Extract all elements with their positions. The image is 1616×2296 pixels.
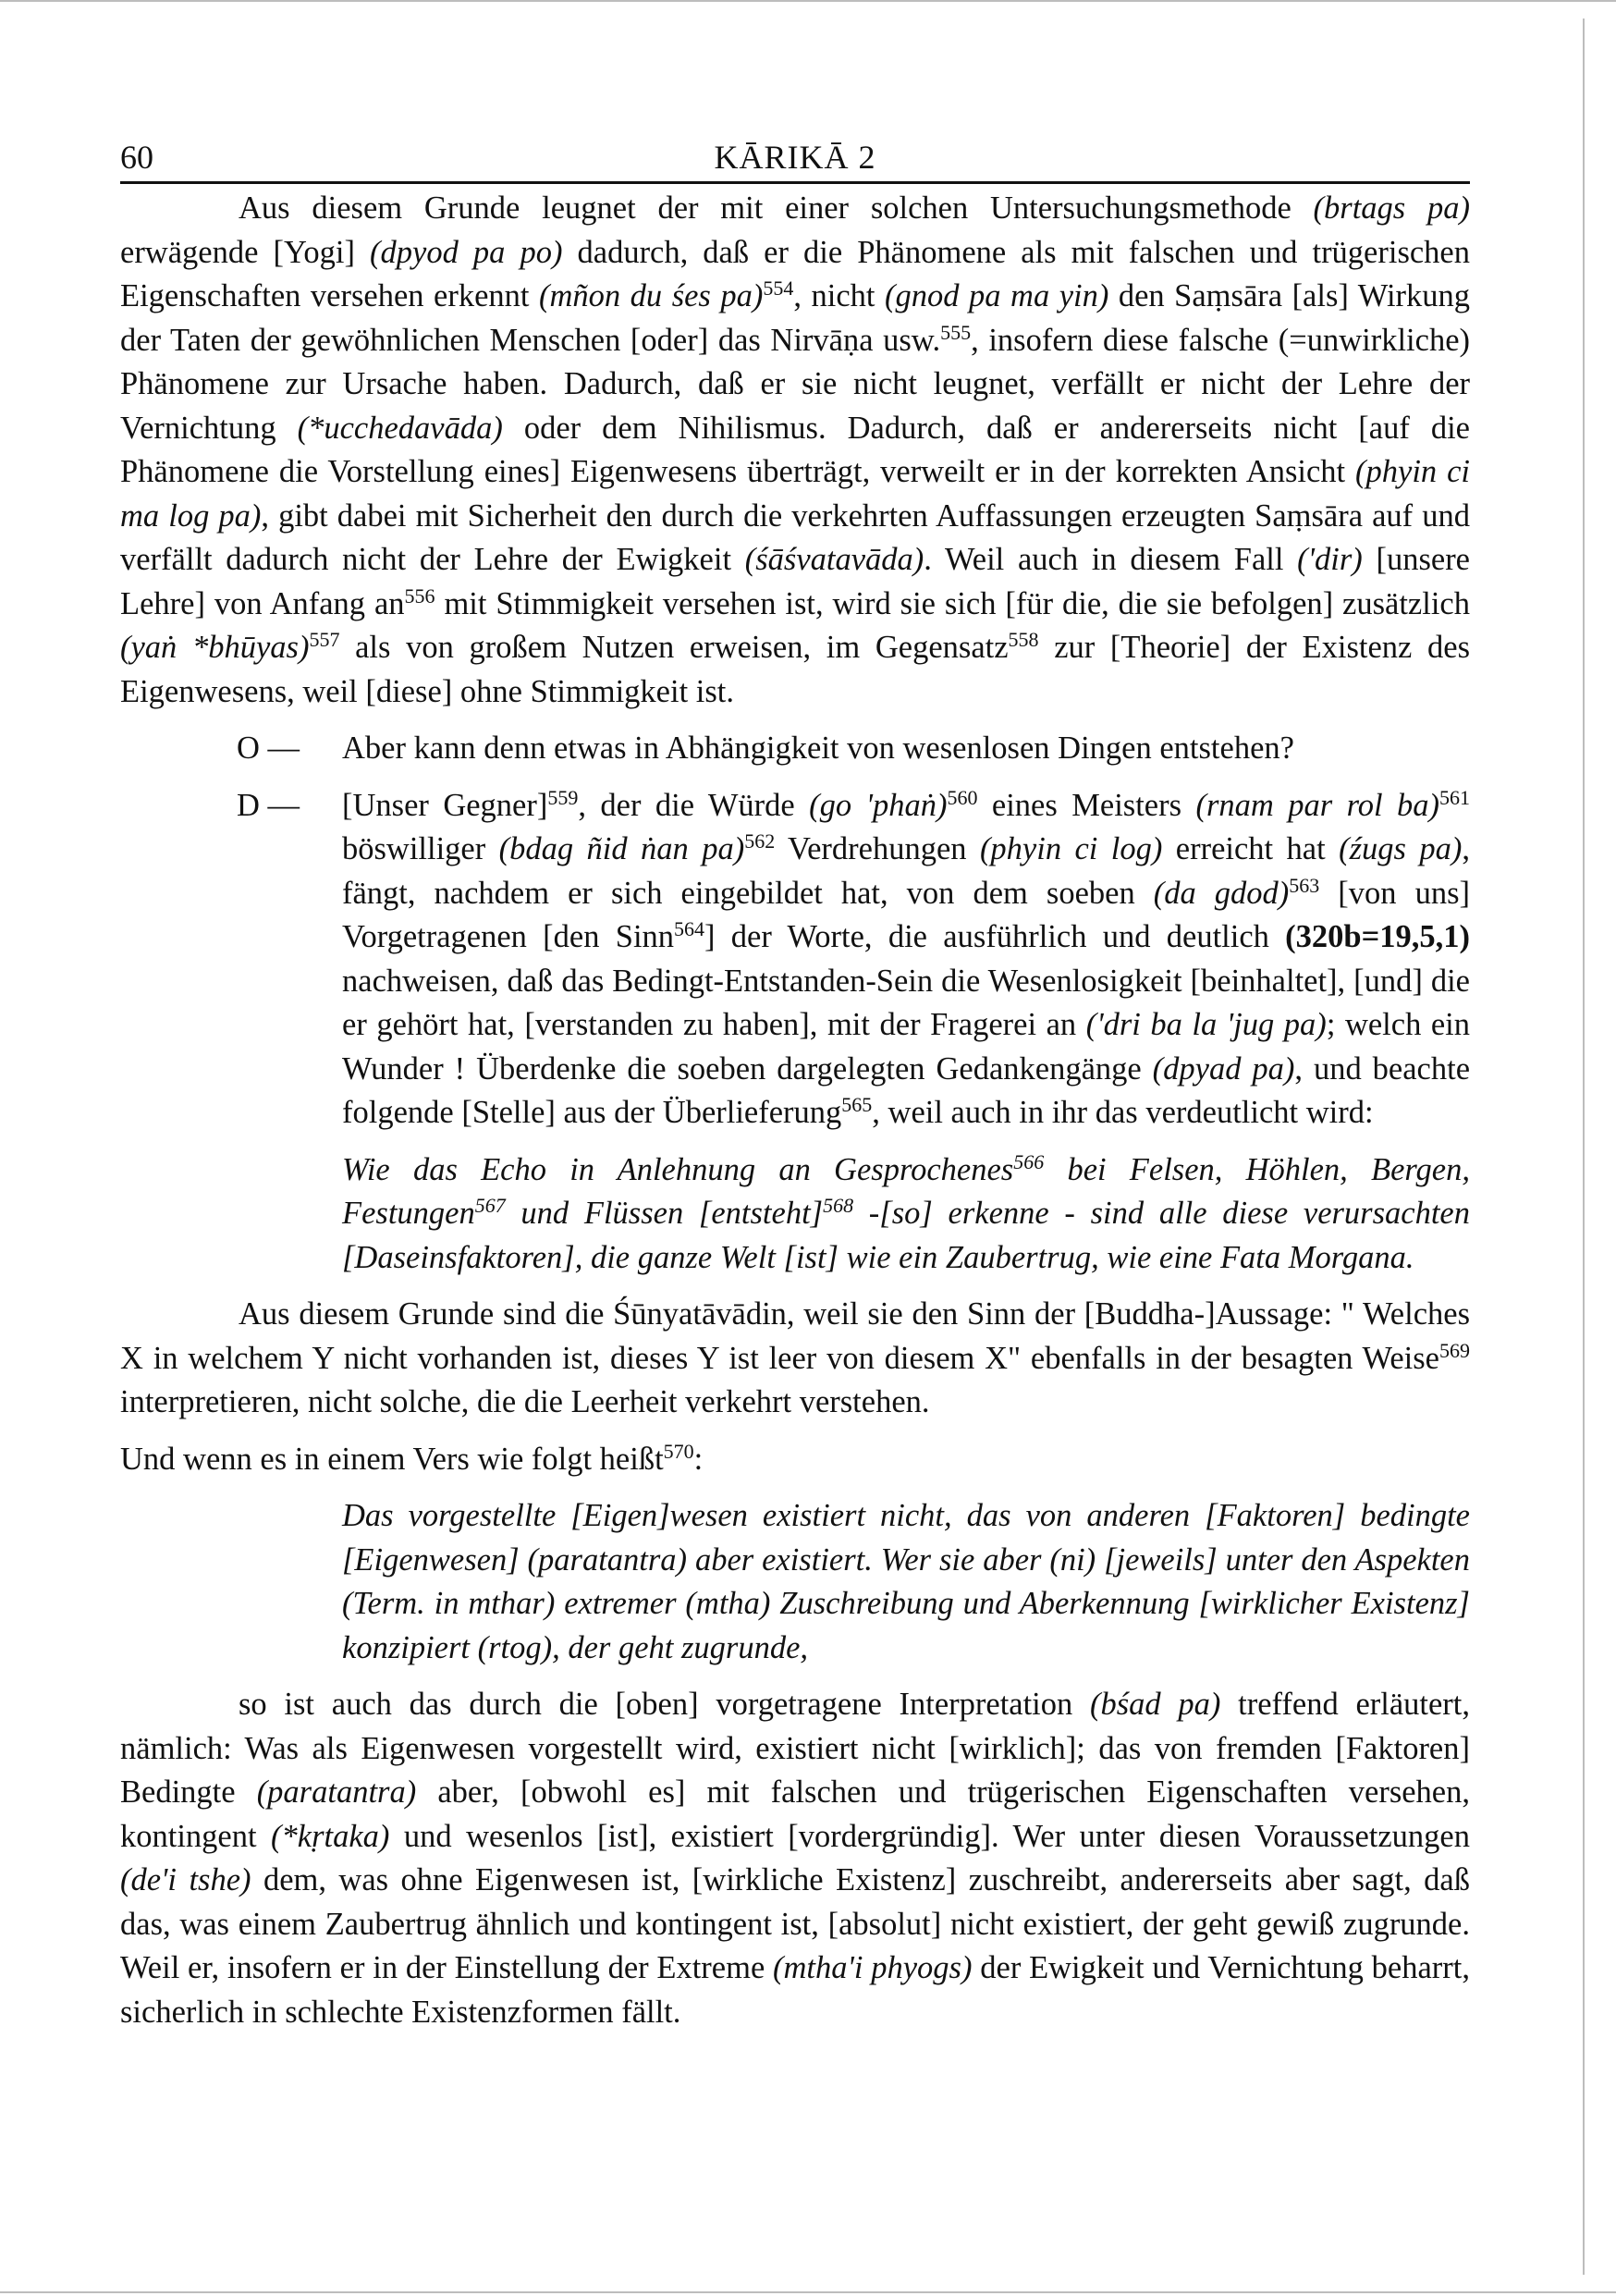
footnote-ref: 554 — [763, 276, 794, 300]
quotation-verse: Das vorgestellte [Eigen]wesen existiert nicht, das von anderen [Faktoren] bedingte [Eigenwesen] (paratantra) aber existiert. Wer sie aber (ni) [jeweils] unter den Aspekten (Term. in mthar) extremer (mtha) Zuschreibung und Aberkennung [wirklicher Existenz] konzipiert (rtog), der geht zugrunde, — [342, 1498, 1470, 1665]
scan-edge-right — [1583, 18, 1585, 2275]
page-number: 60 — [120, 139, 153, 176]
dialog-answer: D — [Unser Gegner]$^{559}$, der die Würde (go 'phaṅ)$^{560}$ eines Meisters (rnam par rol ba)$^{561}$ böswilliger (bdag ñid ṅan pa)$^{562}$ Verdrehungen (phyin ci log) erreicht hat (źugs pa), fängt, nachdem er sich eingebildet hat, von dem soeben (da gdod)$^{563}$ [von uns] Vorgetragenen [den Sinn$^{564}$] der Worte, die ausführlich und deutlich (320b=19,5,1) nachweisen, daß das Bedingt-Entstanden-Sein die Wesenlosigkeit [beinhaltet], [und] die er gehört hat, [verstanden zu haben], mit der Fragerei an ('dri ba la 'jug pa); welch ein Wunder ! Überdenke die soeben dargelegten Gedankengänge (dpyad pa), und beachte folgende [Stelle] aus der Überlieferung$^{565}$, weil auch in ihr das verdeutlicht wird: — [237, 785, 1471, 1130]
dialog-mark-d: D — — [237, 787, 300, 823]
footnote-ref: 566 — [1013, 1149, 1045, 1173]
header-rule — [120, 181, 1470, 184]
footnote-ref: 563 — [1289, 873, 1320, 897]
footnote-ref: 562 — [744, 829, 776, 853]
footnote-ref: 560 — [947, 785, 978, 809]
footnote-ref: 565 — [841, 1093, 873, 1116]
paragraph-4: so ist auch das durch die [oben] vorgetragene Interpretation (bśad pa) treffend erläutert, nämlich: Was als Eigenwesen vorgestellt wird, existiert nicht [wirklich]; das von fremden [Faktoren] Bedingte (paratantra) aber, [obwohl es] mit falschen und trügerischen Eigenschaften versehen, kontingent (*kṛtaka) und wesenlos [ist], existiert [vordergründig]. Wer unter diesen Voraussetzungen (de'i tshe) dem, was ohne Eigenwesen ist, [wirkliche Existenz] zuschreibt, andererseits aber sagt, daß das, was einem Zaubertrug ähnlich und kontingent ist, [absolut] nicht existiert, der geht gewiß zugrunde. Weil er, insofern er in der Einstellung der Extreme (mtha'i phyogs) der Ewigkeit und Vernichtung beharrt, sicherlich in schlechte Existenzformen fällt. — [120, 1687, 1471, 2030]
footnote-ref: 557 — [309, 628, 340, 651]
scan-edge-bottom — [0, 2291, 1616, 2293]
running-head: KĀRIKĀ 2 — [714, 139, 876, 176]
footnote-ref: 558 — [1008, 628, 1039, 651]
quotation-echo: Wie das Echo in Anlehnung an Gesprochenes$^{566}$ bei Felsen, Höhlen, Bergen, Festungen$^{567}$ und Flüssen [entsteht]$^{568}$ -[so] erkenne - sind alle diese verursachten [Daseinsfaktoren], die ganze Welt [ist] wie ein Zaubertrug, wie eine Fata Morgana. — [342, 1149, 1470, 1275]
footnote-ref: 561 — [1439, 785, 1470, 809]
footnote-ref: 559 — [547, 785, 579, 809]
footnote-ref: 556 — [404, 583, 435, 608]
footnote-ref: 568 — [823, 1194, 854, 1217]
scan-edge-top — [0, 0, 1616, 2]
footnote-ref: 569 — [1439, 1338, 1470, 1362]
paragraph-3: Und wenn es in einem Vers wie folgt heißt$^{570}$: — [120, 1439, 704, 1477]
paragraph-1: Aus diesem Grunde leugnet der mit einer solchen Untersuchungsmethode (brtags pa) erwägende [Yogi] (dpyod pa po) dadurch, daß er die Phänomene als mit falschen und trügerischen Eigenschaften versehen erkennt (mñon du śes pa)$^{554}$, nicht (gnod pa ma yin) den Saṃsāra [als] Wirkung der Taten der gewöhnlichen Menschen [oder] das Nirvāṇa usw.$^{555}$, insofern diese falsche (=unwirkliche) Phänomene zur Ursache haben. Dadurch, daß er sie nicht leugnet, verfällt er nicht der Lehre der Vernichtung (*ucchedavāda) oder dem Nihilismus. Dadurch, daß er andererseits nicht [auf die Phänomene die Vorstellung eines] Eigenwesens überträgt, verweilt er in der korrekten Ansicht (phyin ci ma log pa), gibt dabei mit Sicherheit den durch die verkehrten Auffassungen erzeugten Saṃsāra auf und verfällt dadurch nicht der Lehre der Ewigkeit (śāśvatavāda). Weil auch in diesem Fall ('dir) [unsere Lehre] von Anfang $an^{556}$ mit Stimmigkeit versehen ist, wird sie sich [für die, die sie befolgen] zusätzlich (yaṅ *bhūyas)$^{557}$ als von großem Nutzen erweisen, im Gegensatz$^{558}$ zur [Theorie] der Existenz des Eigenwesens, weil [diese] ohne Stimmigkeit ist. — [120, 190, 1471, 709]
paragraph-2: Aus diesem Grunde sind die Śūnyatāvādin, weil sie den Sinn der [Buddha-]Aussage: " Welches X in welchem Y nicht vorhanden ist, dieses Y ist leer von diesem X" ebenfalls in der besagten Weise$^{569}$ interpretieren, nicht solche, die die Leerheit verkehrt verstehen. — [120, 1296, 1470, 1419]
footnote-ref: 570 — [663, 1439, 694, 1463]
body-text — [120, 187, 1470, 2034]
dialog-objection: O — Aber kann denn etwas in Abhängigkeit von wesenlosen Dingen entstehen? — [120, 727, 1470, 771]
footnote-ref: 555 — [940, 320, 972, 344]
footnote-ref: 567 — [474, 1194, 506, 1217]
dialog-mark-o: O — — [237, 731, 300, 766]
footnote-ref: 564 — [674, 917, 705, 940]
